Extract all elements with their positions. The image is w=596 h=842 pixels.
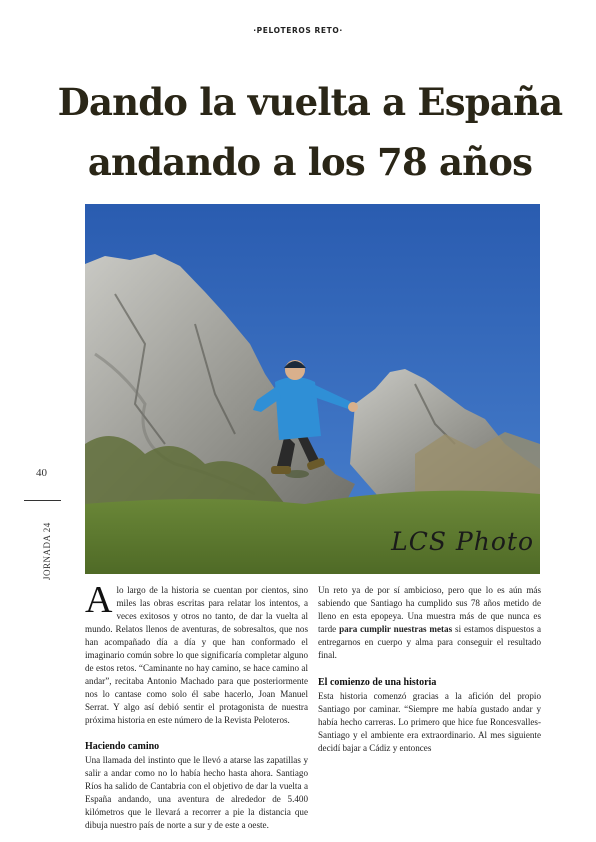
paragraph-2: Una llamada del instinto que le llevó a atarse las zapatillas y salir a andar como no lo había hecho hasta ahora. Santiago Ríos ha salido de Cantabria con el objetivo de dar la vuelta a España andando, una aventura de alrededor de 5.400 kilómetros que le llevará a recorrer a pie la distancia que dibuja nuestro país de norte a sur y de este a oeste.	[85, 755, 308, 830]
article-column-right	[318, 584, 541, 755]
paragraph-3	[318, 584, 541, 662]
article-photo	[85, 204, 540, 574]
paragraph-3-end: si estamos dispuestos a entregarnos en cuerpo y alma para conseguir el resultado final.	[318, 624, 541, 660]
highlighted-phrase: para cumplir nuestras metas	[339, 624, 453, 634]
issue-label: JORNADA 24	[42, 522, 52, 580]
title-line-1: Dando la vuelta a España	[57, 80, 563, 124]
subheading-comienzo: El comienzo de una historia	[318, 677, 437, 688]
article-title	[0, 72, 596, 192]
title-line-2: andando a los 78 años	[87, 140, 533, 184]
paragraph-3-start: Un reto ya de por sí ambicioso, pero que lo es aún más sabiendo que Santiago ha cumplido sus 78 años metido de lleno en esta epopeya. Una muestra más de que nunca es tarde	[318, 585, 541, 634]
paragraph-4: Esta historia comenzó gracias a la afición del propio Santiago por caminar. “Siempre me había gustado andar y había hecho carreras. Lo primero que hice fue Roncesvalles-Santiago y el ambiente era extraordinario. Al mes siguiente decidí bajar a Cádiz y entonces	[318, 691, 541, 753]
subheading-haciendo-camino: Haciendo camino	[85, 741, 160, 752]
article-column-left	[85, 579, 308, 832]
page-number: 40	[36, 467, 47, 479]
section-label: ·PELOTEROS RETO·	[253, 26, 343, 35]
intro-text: lo largo de la historia se cuentan por cientos, sino miles las obras escritas para relatar los intentos, a veces exitosos y otros no tanto, de dar la vuelta al mundo. Relatos llenos de aventuras, de sobresaltos, que nos han acompañado día a día y que han conformado el imaginario común sobre lo que significaría completar alguno de estos retos. “Caminante no hay camino, se hace camino al andar”, recitaba Antonio Machado para que posteriormente nos lo cantase como solo él sabe hacerlo, Joan Manuel Serrat. Y algo así debió sentir el protagonista de nuestra próxima historia en este número de la Revista Peloteros.	[85, 585, 308, 725]
hiker-photo-illustration	[85, 204, 540, 574]
drop-cap: A	[85, 579, 113, 621]
intro-paragraph	[85, 579, 308, 727]
sidebar-rule	[24, 500, 61, 501]
photo-watermark: LCS Photo	[391, 527, 534, 556]
